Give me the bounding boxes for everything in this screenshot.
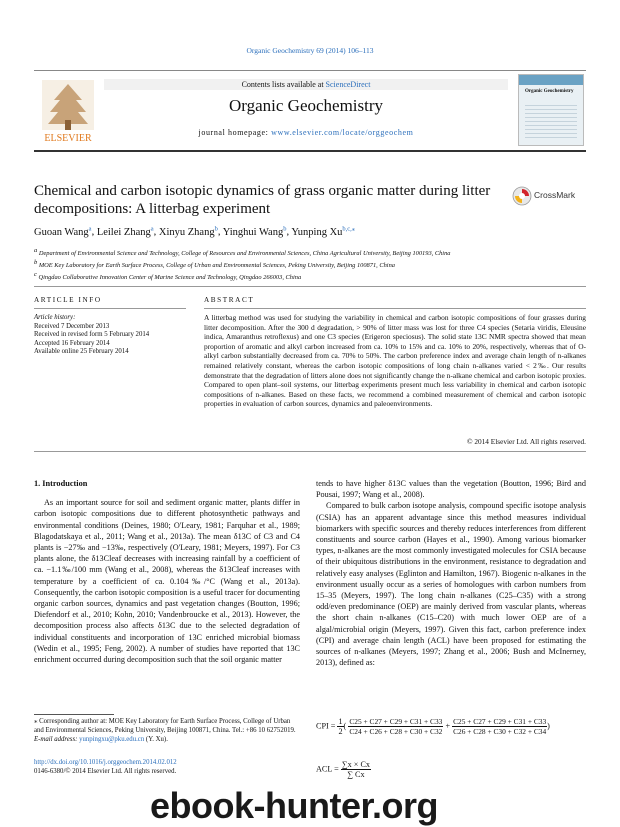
history-item: Received 7 December 2013 — [34, 322, 110, 330]
contents-available-line — [104, 79, 508, 90]
cpi-label: CPI = — [316, 721, 336, 731]
body-paragraph: tends to have higher δ13C values than the vegetation (Boutton, 1996; Bird and Pousai, 1997; Wang et al., 2008). — [316, 479, 586, 500]
abstract-rule — [204, 308, 586, 309]
author: Guoan Wang$^a$ — [34, 225, 92, 238]
affiliation: $^a$ Department of Environmental Science and Technology, College of Resources and Environmental Sciences, China Agricultural University, Beijing 100193, China — [34, 247, 451, 258]
sciencedirect-link[interactable]: ScienceDirect — [325, 80, 371, 89]
homepage-link[interactable]: www.elsevier.com/locate/orggeochem — [271, 128, 414, 137]
crossmark-icon — [512, 186, 532, 206]
affiliation: $^c$ Qingdao Collaborative Innovation Center of Marine Science and Technology, Qingdao 266003, China — [34, 271, 302, 282]
journal-name: Organic Geochemistry — [228, 96, 384, 115]
abstract-bottom-rule — [34, 451, 586, 452]
author: Leilei Zhang$^a$ — [96, 225, 154, 238]
cpi-fraction-2: $\frac{C25 + C27 + C29 + C31 + C33}{C26 + C28 + C30 + C32 + C34}$ — [453, 717, 547, 736]
article-title: Chemical and carbon isotopic dynamics of grass organic matter during litter decompositions: A litterbag experiment — [34, 183, 491, 217]
cpi-half-fraction: $\frac{1}{2}$ — [338, 717, 343, 736]
journal-homepage-line — [104, 128, 508, 137]
doi-block — [34, 758, 300, 776]
author: Yinghui Wang$^b$ — [222, 225, 287, 238]
abstract-copyright: © 2014 Elsevier Ltd. All rights reserved. — [466, 437, 586, 446]
footnote-rule — [34, 714, 114, 715]
crossmark-label: CrossMark — [534, 190, 576, 200]
affiliation-list — [34, 246, 594, 282]
history-item: Received in revised form 5 February 2014 — [34, 331, 150, 339]
abstract-heading: ABSTRACT — [204, 296, 255, 304]
cover-strip — [519, 75, 583, 85]
cpi-plus: + — [445, 721, 451, 731]
section-heading: 1. Introduction — [34, 479, 88, 488]
acl-label: ACL = — [316, 764, 339, 774]
author: Yunping $Xu^{b,c,⁎}$ — [291, 225, 356, 238]
elsevier-tree-logo — [36, 76, 100, 146]
contents-prefix: Contents lists available at — [241, 80, 326, 89]
doi-link[interactable]: http://dx.doi.org/10.1016/j.orggeochem.2014.02.012 — [34, 759, 177, 766]
history-label: Article history: — [34, 314, 76, 321]
cpi-fraction-1: $\frac{C25 + C27 + C29 + C31 + C33}{C24 + C26 + C28 + C30 + C32}$ — [349, 717, 443, 736]
email-suffix: (Y. Xu). — [144, 735, 168, 743]
body-paragraph: As an important source for soil and sediment organic matter, plants differ in carbon isotopic compositions due to different photosynthetic pathways and environmental conditions (Deines, 1980; O'Leary, 1981; Farquhar et al., 1989; Blagodatskaya et al., 2011; Wang et al., 2013a). The mean δ13C of C3 and C4 plants is −27‰ and −13‰, respectively (O'Leary, 1981; Meyers, 1997). For C3 plants alone, the δ13Cleaf decreases with increasing rainfall by a coefficient of ca. −1.1‰/100 mm (Wang et al., 2008), whereas the δ13Cleaf increases with temperature by a coefficient of ca. 0.104‰/°C (Wang et al., 2013a). Consequently, the carbon isotopic composition is a useful tracer for documenting organic carbon sources, dynamics and past vegetation changes (Boutton, 1996; Diefendorf et al., 2010; Kohn, 2010; Vandenbroucke et al., 2013). However, the decomposition process also affects δ13C due to the selected degradation of individual constituents and incorporation of 13C enriched microbial biomass (Wedin et al., 1995; Feng, 2002). A number of studies have reported that 13C enrichment occurred during decomposition such that the soil organic matter — [34, 498, 300, 665]
email-link[interactable]: yunpingxu@pku.edu.cn — [79, 735, 145, 743]
email-label: E-mail address: — [34, 735, 80, 743]
body-column-left — [34, 478, 300, 665]
journal-masthead — [34, 70, 586, 152]
affiliation: $^b$ MOE Key Laboratory for Earth Surface Process, College of Urban and Environmental Sciences, Peking University, Beijing 100871, China — [34, 259, 395, 270]
footnote-text: Corresponding author at: MOE Key Laboratory for Earth Surface Process, College of Urban and Environmental Sciences, Peking University, Beijing 100871, China. Tel.: +86 10 62752019. — [34, 718, 296, 734]
article-history — [34, 314, 186, 357]
cover-title: Organic Geochemistry — [525, 89, 574, 94]
masthead-bottom-rule — [34, 150, 586, 152]
issn-line: 0146-6380/© 2014 Elsevier Ltd. All rights reserved. — [34, 768, 177, 775]
footnote-marker: ⁎ — [34, 718, 38, 725]
watermark-text: ebook-hunter.org — [150, 785, 438, 826]
corresponding-author-footnote — [34, 718, 300, 744]
journal-cover-thumbnail — [518, 74, 584, 146]
history-item: Accepted 16 February 2014 — [34, 339, 110, 347]
homepage-prefix: journal homepage: — [198, 128, 272, 137]
elsevier-logo-text: ELSEVIER — [44, 133, 92, 144]
journal-reference[interactable]: Organic Geochemistry 69 (2014) 106–113 — [246, 46, 374, 55]
cover-lines — [525, 105, 577, 139]
body-column-right — [316, 478, 586, 668]
acl-fraction: $\frac{\sum x \times Cx}{\sum Cx}$ — [341, 760, 370, 779]
author: Xinyu Zhang$^b$ — [158, 225, 218, 238]
abstract-text: A litterbag method was used for studying the variability in chemical and carbon isotopic compositions of four grasses during litter decomposition. After the 300 d degradation, > 90% of litter mass was lost for three C4 species (Setaria viridis, Eleusine indica, Amaranthus retroflexus) and one C3 species (Erigeron speciosus). The solid state 13C NMR spectra showed that mean proportion of aromatic and alkyl carbon increased from ca. 10% to 15% and ca. 10% to 20%, respectively, whereas that of O-alkyl carbon substantially decreased from ca. 70% to 50%. The carbon preference index and average chain length of n-alkanes remained relatively constant, whereas the carbon isotopic compositions of long chain n-alkanes varied < 2‰. Our results demonstrate that the degradation of litters alone does not significantly change the n-alkane chemical and carbon isotopic proxies. Compared to open plant–soil systems, our litterbag experiments present much less variability in chemical and carbon isotopic compositions of n-alkanes. Based on these facts, we recommend a combined measurement of chemical and carbon isotopic properties in evaluation of carbon sources, dynamics and paleoenvironments. — [204, 313, 586, 409]
author-list: Guoan Wang$^a$, Leilei Zhang$^a$, Xinyu Zhang$^b$, Yinghui Wang$^b$, Yunping $Xu^{b,c,⁎}$ — [34, 225, 356, 238]
article-info-heading: ARTICLE INFO — [34, 296, 102, 304]
section-divider — [34, 286, 586, 287]
cpi-formula: CPI = $\frac{1}{2}$ ( $\frac{C25 + C27 + C29 + C31 + C33}{C24 + C26 + C28 + C30 + C32}$ + $\frac{C25 + C27 + C29 + C31 + C33}{C26 + C28 + C30 + C32 + C34}$ ) — [316, 717, 550, 736]
body-paragraph: Compared to bulk carbon isotope analysis, compound specific isotope analysis (CSIA) has an apparent advantage since this method measures individual biomarkers with specific sources and thereby reduces interferences from different constituents and source carbon (Hayes et al., 1990). Among various biomarker types, n-alkanes are the most commonly investigated molecules for CSIA because of their ubiquitous distributions in the environment, resistance to degradation and relatively easy analyses (Eglinton and Hamilton, 1967). Biogenic n-alkanes in the environment usually occur as a series of homologues with carbon numbers from 15–35 (Meyers, 1997). The long chain n-alkanes (C25–C35) with a strong odd/even predominance (OEP) are mainly derived from vascular plants, whereas the short chain n-alkanes (C15–C20) with much lower OEP are of a algal/microbial origin (Meyers, 1997). Given this fact, carbon preference index (CPI) and average chain length (ACL) have been proposed for estimating the sources of n-alkanes (Meyers, 1997; Zhang et al., 2006; Bush and McInerney, 2013), defined as: — [316, 501, 586, 668]
history-item: Available online 25 February 2014 — [34, 348, 129, 356]
crossmark-badge[interactable] — [512, 186, 592, 206]
article-info-rule — [34, 308, 186, 309]
masthead-top-rule — [34, 70, 586, 71]
